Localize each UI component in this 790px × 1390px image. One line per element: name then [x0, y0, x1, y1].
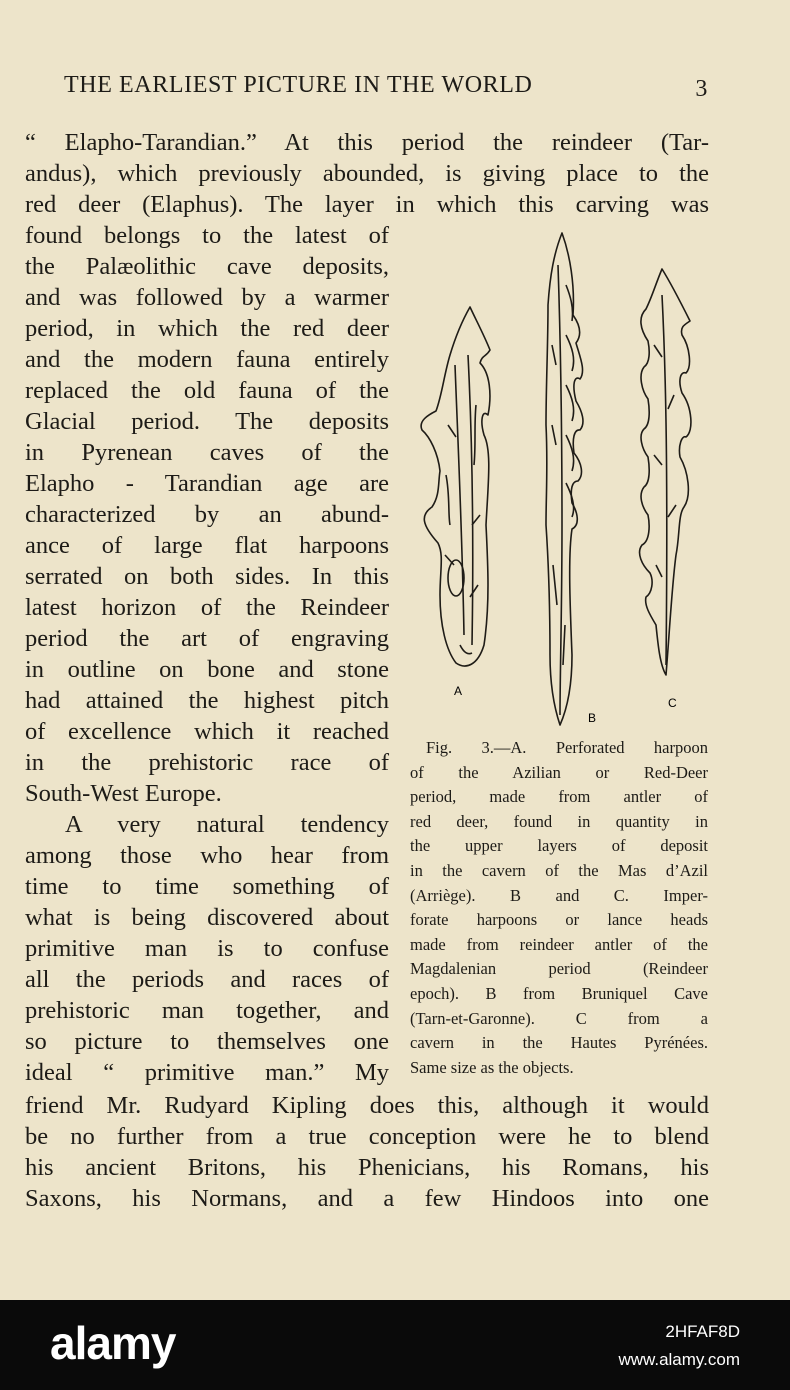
- brand-logo: alamy: [50, 1317, 176, 1369]
- body-line: and was followed by a warmer: [25, 284, 389, 311]
- body-line: in Pyrenean caves of the: [25, 439, 389, 466]
- body-line: Saxons, his Normans, and a few Hindoos into one: [25, 1185, 709, 1212]
- body-line: his ancient Britons, his Phenicians, his Romans, his: [25, 1154, 709, 1181]
- body-line: replaced the old fauna of the: [25, 377, 389, 404]
- caption-line: forate harpoons or lance heads: [410, 910, 708, 930]
- body-line: what is being discovered about: [25, 904, 389, 931]
- caption-line: red deer, found in quantity in: [410, 811, 708, 831]
- body-line: the Palæolithic cave deposits,: [25, 253, 389, 280]
- body-line: so picture to themselves one: [25, 1028, 389, 1055]
- figure-label-b: B: [588, 711, 597, 725]
- body-line: ance of large flat harpoons: [25, 532, 389, 559]
- body-line: of excellence which it reached: [25, 718, 389, 745]
- harpoon-illustration: [410, 225, 710, 735]
- caption-line: (Arriège). B and C. Imper-: [410, 885, 708, 905]
- body-line: and the modern fauna entirely: [25, 346, 389, 373]
- running-head: [64, 72, 708, 106]
- body-line: friend Mr. Rudyard Kipling does this, although it would: [25, 1092, 709, 1119]
- body-line: found belongs to the latest of: [25, 222, 389, 249]
- body-line: period the art of engraving: [25, 625, 389, 652]
- body-line: primitive man is to confuse: [25, 935, 389, 962]
- body-line: in outline on bone and stone: [25, 656, 389, 683]
- harpoon-a-drawing: [421, 307, 490, 666]
- body-line: Glacial period. The deposits: [25, 408, 389, 435]
- harpoon-figure: [410, 225, 710, 735]
- body-line: had attained the highest pitch: [25, 687, 389, 714]
- body-line: A very natural tendency: [65, 811, 389, 838]
- figure-caption: [410, 736, 708, 1080]
- body-line: all the periods and races of: [25, 966, 389, 993]
- body-line: andus), which previously abounded, is giving place to the: [25, 160, 709, 187]
- body-line: in the prehistoric race of: [25, 749, 389, 776]
- caption-line: Fig. 3.—A. Perforated harpoon: [426, 738, 708, 757]
- body-line: be no further from a true conception were he to blend: [25, 1123, 709, 1150]
- figure-label-a: A: [454, 684, 463, 698]
- body-line: red deer (Elaphus). The layer in which this carving was: [25, 191, 709, 218]
- figure-label-c: C: [668, 696, 677, 710]
- caption-line: the upper layers of deposit: [410, 836, 708, 856]
- body-line: among those who hear from: [25, 842, 389, 869]
- harpoon-c-drawing: [640, 269, 691, 675]
- caption-line: of the Azilian or Red-Deer: [410, 762, 708, 782]
- body-line: serrated on both sides. In this: [25, 563, 389, 590]
- caption-line: Magdalenian period (Reindeer: [410, 959, 708, 979]
- running-head-title: THE EARLIEST PICTURE IN THE WORLD: [64, 72, 533, 98]
- body-line: period, in which the red deer: [25, 315, 389, 342]
- body-line: latest horizon of the Reindeer: [25, 594, 389, 621]
- body-line: time to time something of: [25, 873, 389, 900]
- body-line: South-West Europe.: [25, 780, 222, 807]
- caption-line: epoch). B from Bruniquel Cave: [410, 983, 708, 1003]
- body-line: ideal “ primitive man.” My: [25, 1059, 389, 1086]
- body-line: characterized by an abund-: [25, 501, 389, 528]
- harpoon-b-drawing: [546, 233, 583, 725]
- body-line: “ Elapho-Tarandian.” At this period the reindeer (Tar-: [25, 129, 709, 156]
- caption-line: period, made from antler of: [410, 787, 708, 807]
- page-number: 3: [695, 76, 708, 102]
- image-id: 2HFAF8D: [665, 1322, 740, 1341]
- caption-line: made from reindeer antler of the: [410, 934, 708, 954]
- caption-line: cavern in the Hautes Pyrénées.: [410, 1033, 708, 1053]
- caption-line: (Tarn-et-Garonne). C from a: [410, 1008, 708, 1028]
- body-line: Elapho - Tarandian age are: [25, 470, 389, 497]
- caption-line: Same size as the objects.: [410, 1057, 574, 1077]
- watermark-bar: [0, 1300, 790, 1390]
- caption-line: in the cavern of the Mas d’Azil: [410, 860, 708, 880]
- body-line: prehistoric man together, and: [25, 997, 389, 1024]
- site-url: www.alamy.com: [618, 1350, 740, 1369]
